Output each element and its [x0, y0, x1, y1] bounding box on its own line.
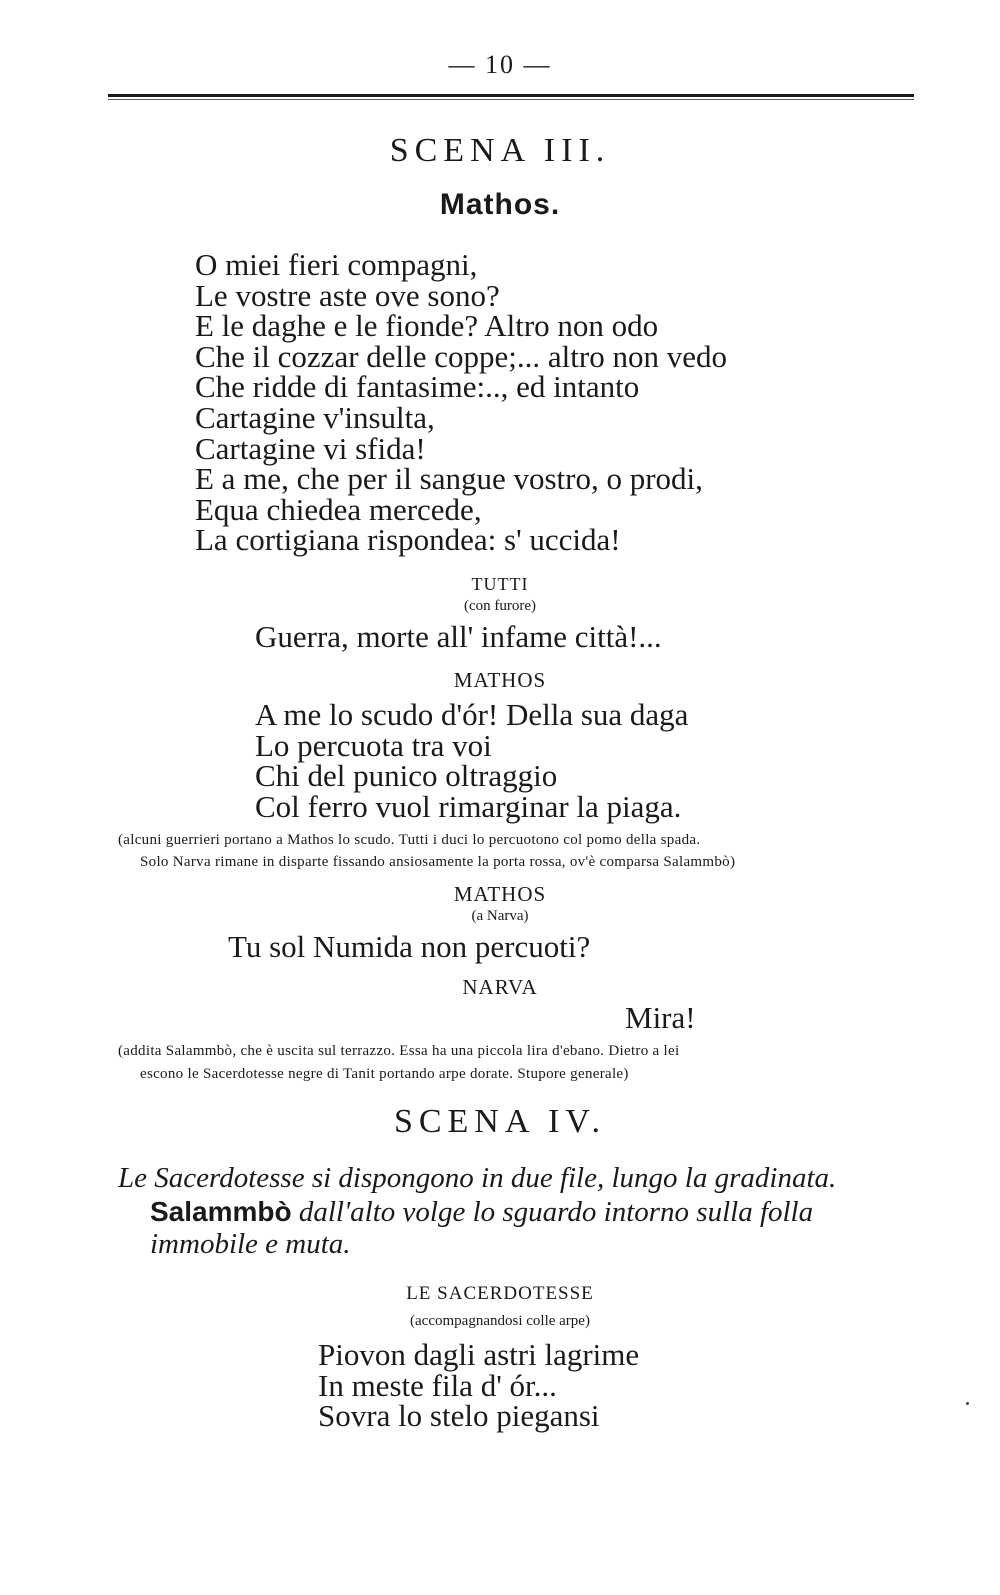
stage-direction-line: escono le Sacerdotesse negre di Tanit portando arpe dorate. Stupore generale): [140, 1066, 629, 1082]
verse-block-sacerdotesse: [318, 1337, 640, 1434]
speaker-mathos: MATHOS: [453, 882, 547, 906]
verse-line: In meste fila d' ór...: [318, 1367, 557, 1403]
verse-line: Le vostre aste ove sono?: [195, 277, 500, 313]
stage-direction-line: (alcuni guerrieri portano a Mathos lo scudo. Tutti i duci lo percuotono col pomo della spada.: [118, 832, 701, 848]
direction-con-furore: (con furore): [463, 598, 537, 614]
character-name-salammbo: Salammbò: [150, 1196, 292, 1227]
verse-line: Cartagine vi sfida!: [195, 430, 426, 466]
verse-block-mathos-2: [255, 697, 689, 824]
verse-line: Piovon dagli astri lagrime: [318, 1337, 640, 1372]
verse-line: Cartagine v'insulta,: [195, 399, 435, 435]
speaker-tutti: TUTTI: [471, 574, 529, 594]
verse-line: Equa chiedea mercede,: [195, 491, 482, 527]
verse-line: Sovra lo stelo piegansi: [318, 1398, 600, 1434]
description-text: dall'alto volge lo sguardo intorno sulla folla: [291, 1196, 814, 1228]
verse-line: E le daghe e le fionde? Altro non odo: [195, 308, 659, 344]
scene-3-title: SCENA III.: [389, 132, 611, 169]
speaker-narva: NARVA: [462, 975, 538, 999]
verse-line: La cortigiana rispondea: s' uccida!: [195, 522, 621, 558]
page-number: — 10 —: [448, 50, 552, 79]
stage-direction-line: (addita Salammbò, che è uscita sul terrazzo. Essa ha una piccola lira d'ebano. Dietro a lei: [118, 1043, 680, 1059]
verse-line: Lo percuota tra voi: [255, 727, 492, 763]
scene-4-description-line: immobile e muta.: [150, 1228, 351, 1260]
scene-3-speaker: Mathos.: [439, 188, 561, 221]
direction-a-narva: (a Narva): [471, 908, 529, 924]
verse-line: Che il cozzar delle coppe;... altro non vedo: [195, 338, 727, 374]
speaker-sacerdotesse: LE SACERDOTESSE: [406, 1283, 594, 1304]
verse-mathos-narva: Tu sol Numida non percuoti?: [228, 929, 591, 964]
stage-direction-line: Solo Narva rimane in disparte fissando ansiosamente la porta rossa, ov'è comparsa Salammbò): [140, 854, 736, 870]
direction-arpe: (accompagnandosi colle arpe): [410, 1313, 590, 1329]
verse-line: Chi del punico oltraggio: [255, 758, 558, 794]
scene-4-description-line: Le Sacerdotesse si dispongono in due file, lungo la gradinata.: [118, 1162, 837, 1194]
verse-block-mathos: [195, 247, 727, 558]
verse-tutti: Guerra, morte all' infame città!...: [255, 619, 662, 654]
header-rule: [108, 94, 914, 97]
verse-line: E a me, che per il sangue vostro, o prodi,: [195, 461, 703, 497]
verse-line: A me lo scudo d'ór! Della sua daga: [255, 697, 689, 732]
verse-line: Col ferro vuol rimarginar la piaga.: [255, 788, 682, 824]
verse-narva: Mira!: [625, 1000, 696, 1035]
verse-line: Che ridde di fantasime:.., ed intanto: [195, 369, 640, 405]
paper-speck: [966, 1402, 969, 1405]
scene-4-description-line: [150, 1195, 813, 1229]
speaker-mathos: MATHOS: [453, 668, 547, 692]
verse-line: O miei fieri compagni,: [195, 247, 478, 282]
scene-4-title: SCENA IV.: [393, 1103, 607, 1140]
header-rule-thin: [108, 99, 914, 100]
